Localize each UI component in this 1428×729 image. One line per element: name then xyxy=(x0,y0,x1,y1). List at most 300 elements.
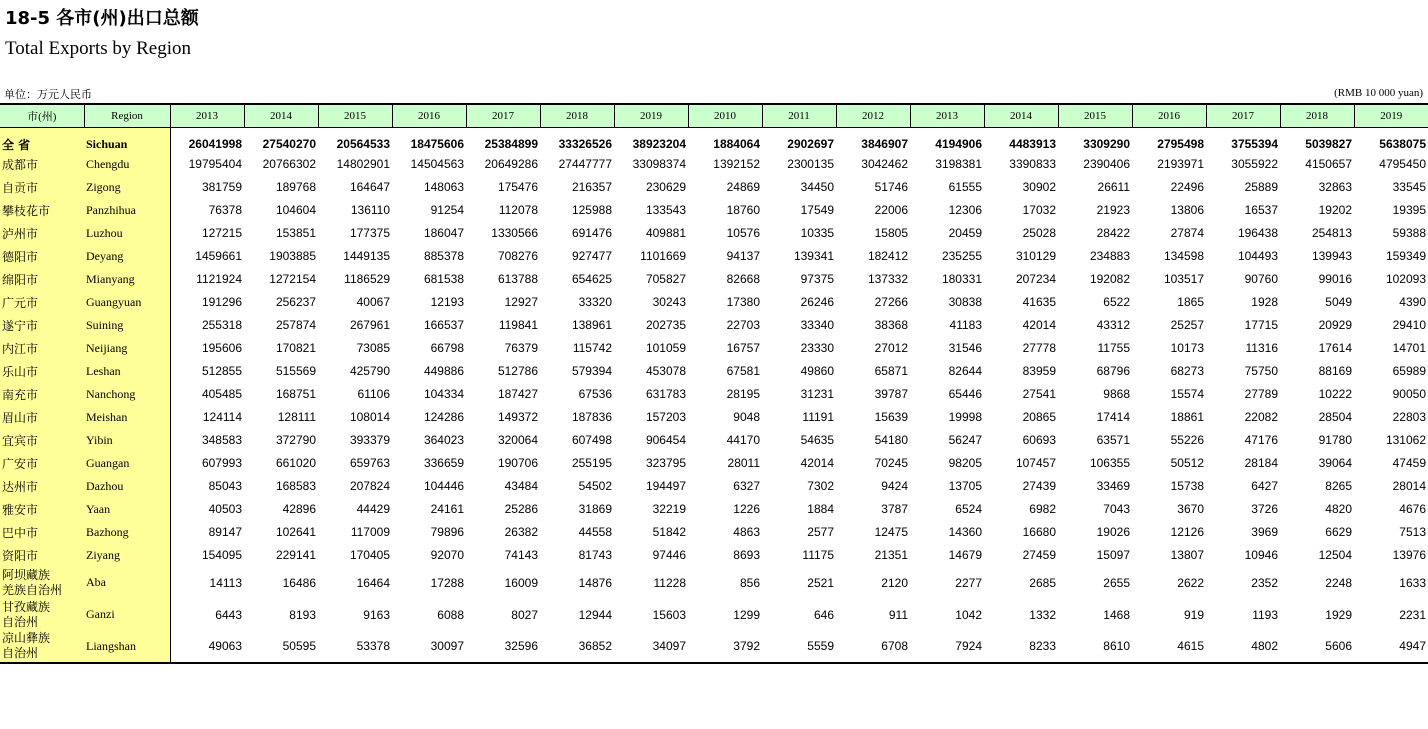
value-cell: 267961 xyxy=(349,318,390,332)
value-cell: 17414 xyxy=(1096,410,1130,424)
value-cell: 13976 xyxy=(1392,548,1426,562)
value-cell: 54180 xyxy=(874,433,908,447)
value-cell: 4676 xyxy=(1399,502,1426,516)
value-cell: 186047 xyxy=(423,226,464,240)
value-cell: 3309290 xyxy=(1083,137,1130,151)
value-cell: 4194906 xyxy=(935,137,982,151)
value-cell: 68273 xyxy=(1170,364,1204,378)
value-cell: 137332 xyxy=(867,272,908,286)
value-cell: 1865 xyxy=(1177,295,1204,309)
header-year: 2017 xyxy=(1206,104,1280,127)
value-cell: 65871 xyxy=(874,364,908,378)
value-cell: 512855 xyxy=(201,364,242,378)
value-cell: 631783 xyxy=(645,387,686,401)
value-cell: 41635 xyxy=(1022,295,1056,309)
table-row xyxy=(0,222,1428,245)
value-cell: 1903885 xyxy=(269,249,316,263)
header-year: 2015 xyxy=(318,104,392,127)
region-cell: Yibin xyxy=(84,429,170,452)
header-city: 市(州) xyxy=(0,104,84,127)
city-cell: 巴中市 xyxy=(0,521,84,544)
value-cell: 20766302 xyxy=(262,157,316,171)
value-cell: 5638075 xyxy=(1379,137,1426,151)
value-cell: 19202 xyxy=(1318,203,1352,217)
value-cell: 14360 xyxy=(948,525,982,539)
value-cell: 453078 xyxy=(645,364,686,378)
value-cell: 168583 xyxy=(275,479,316,493)
value-cell: 148063 xyxy=(423,180,464,194)
region-cell: Ziyang xyxy=(84,544,170,567)
value-cell: 856 xyxy=(739,575,760,590)
value-cell: 136110 xyxy=(350,203,390,217)
value-cell: 43312 xyxy=(1096,318,1130,332)
value-cell: 49063 xyxy=(170,631,244,663)
value-cell: 90760 xyxy=(1244,272,1278,286)
city-cell: 成都市 xyxy=(0,153,84,176)
value-cell: 49860 xyxy=(800,364,834,378)
value-cell: 22496 xyxy=(1170,180,1204,194)
value-cell: 11191 xyxy=(802,410,834,424)
value-cell: 3726 xyxy=(1251,502,1278,516)
value-cell: 4615 xyxy=(1132,631,1206,663)
header-year: 2017 xyxy=(466,104,540,127)
unit-label-en: (RMB 10 000 yuan) xyxy=(1334,87,1423,99)
value-cell: 16537 xyxy=(1244,203,1278,217)
value-cell: 26611 xyxy=(1097,180,1130,194)
value-cell: 4820 xyxy=(1325,502,1352,516)
value-cell: 17288 xyxy=(430,575,464,590)
value-cell: 22082 xyxy=(1244,410,1278,424)
value-cell: 4802 xyxy=(1206,631,1280,663)
city-cell: 广安市 xyxy=(0,452,84,475)
value-cell: 24161 xyxy=(430,502,464,516)
value-cell: 229141 xyxy=(275,548,316,562)
value-cell: 91254 xyxy=(430,203,464,217)
value-cell: 23330 xyxy=(800,341,834,355)
value-cell: 101059 xyxy=(645,341,686,355)
city-cell: 南充市 xyxy=(0,383,84,406)
value-cell: 75750 xyxy=(1244,364,1278,378)
value-cell: 50595 xyxy=(244,631,318,663)
table-row xyxy=(0,360,1428,383)
value-cell: 30097 xyxy=(392,631,466,663)
value-cell: 1186529 xyxy=(344,272,390,286)
value-cell: 83959 xyxy=(1022,364,1056,378)
value-cell: 182412 xyxy=(867,249,908,263)
value-cell: 189768 xyxy=(275,180,316,194)
table-row xyxy=(0,268,1428,291)
value-cell: 310129 xyxy=(1015,249,1056,263)
value-cell: 79896 xyxy=(430,525,464,539)
table-row xyxy=(0,544,1428,567)
value-cell: 33340 xyxy=(800,318,834,332)
value-cell: 1042 xyxy=(955,607,982,622)
value-cell: 82644 xyxy=(948,364,982,378)
value-cell: 51842 xyxy=(652,525,686,539)
value-cell: 2193971 xyxy=(1157,157,1204,171)
value-cell: 3787 xyxy=(881,502,908,516)
region-cell: Guangyuan xyxy=(84,291,170,314)
value-cell: 381759 xyxy=(201,180,242,194)
value-cell: 4947 xyxy=(1354,631,1428,663)
header-year: 2015 xyxy=(1058,104,1132,127)
value-cell: 254813 xyxy=(1311,226,1352,240)
value-cell: 104493 xyxy=(1237,249,1278,263)
table-row xyxy=(0,153,1428,176)
table-row xyxy=(0,291,1428,314)
value-cell: 34450 xyxy=(800,180,834,194)
value-cell: 8027 xyxy=(511,607,538,622)
header-year: 2011 xyxy=(762,104,836,127)
value-cell: 128111 xyxy=(277,410,316,424)
value-cell: 55226 xyxy=(1170,433,1204,447)
value-cell: 102093 xyxy=(1385,272,1426,286)
value-cell: 65446 xyxy=(948,387,982,401)
value-cell: 191296 xyxy=(201,295,242,309)
value-cell: 139341 xyxy=(793,249,834,263)
value-cell: 20865 xyxy=(1022,410,1056,424)
table-row xyxy=(0,337,1428,360)
value-cell: 76379 xyxy=(504,341,538,355)
value-cell: 17715 xyxy=(1244,318,1278,332)
value-cell: 659763 xyxy=(349,456,390,470)
region-cell: Liangshan xyxy=(84,631,170,663)
value-cell: 175476 xyxy=(497,180,538,194)
value-cell: 515569 xyxy=(275,364,316,378)
value-cell: 348583 xyxy=(201,433,242,447)
value-cell: 2902697 xyxy=(787,137,834,151)
value-cell: 34097 xyxy=(614,631,688,663)
header-year: 2019 xyxy=(1354,104,1428,127)
value-cell: 20929 xyxy=(1318,318,1352,332)
header-year: 2013 xyxy=(170,104,244,127)
value-cell: 255318 xyxy=(201,318,242,332)
value-cell: 177375 xyxy=(349,226,390,240)
region-cell: Yaan xyxy=(84,498,170,521)
value-cell: 2685 xyxy=(1029,575,1056,590)
value-cell: 4863 xyxy=(733,525,760,539)
value-cell: 170405 xyxy=(349,548,390,562)
value-cell: 40503 xyxy=(208,502,242,516)
value-cell: 68796 xyxy=(1096,364,1130,378)
region-cell: Neijiang xyxy=(84,337,170,360)
value-cell: 7302 xyxy=(807,479,834,493)
value-cell: 194497 xyxy=(645,479,686,493)
value-cell: 42014 xyxy=(800,456,834,470)
header-year: 2014 xyxy=(244,104,318,127)
value-cell: 14701 xyxy=(1392,341,1426,355)
value-cell: 1884 xyxy=(807,502,834,516)
value-cell: 18760 xyxy=(726,203,760,217)
value-cell: 63571 xyxy=(1096,433,1130,447)
value-cell: 124114 xyxy=(202,410,242,424)
value-cell: 74143 xyxy=(504,548,538,562)
value-cell: 1299 xyxy=(733,607,760,622)
value-cell: 14876 xyxy=(578,575,612,590)
value-cell: 1884064 xyxy=(713,137,760,151)
value-cell: 102641 xyxy=(275,525,316,539)
value-cell: 22803 xyxy=(1392,410,1426,424)
region-cell: Leshan xyxy=(84,360,170,383)
table-row xyxy=(0,176,1428,199)
value-cell: 60693 xyxy=(1022,433,1056,447)
value-cell: 38368 xyxy=(874,318,908,332)
value-cell: 27012 xyxy=(874,341,908,355)
region-cell: Bazhong xyxy=(84,521,170,544)
value-cell: 44558 xyxy=(578,525,612,539)
value-cell: 207234 xyxy=(1015,272,1056,286)
value-cell: 70245 xyxy=(874,456,908,470)
value-cell: 409881 xyxy=(645,226,686,240)
value-cell: 15805 xyxy=(874,226,908,240)
value-cell: 112078 xyxy=(498,203,538,217)
value-cell: 43484 xyxy=(504,479,538,493)
value-cell: 133543 xyxy=(645,203,686,217)
value-cell: 11316 xyxy=(1245,341,1278,355)
value-cell: 6088 xyxy=(437,607,464,622)
table-row xyxy=(0,429,1428,452)
value-cell: 164647 xyxy=(349,180,390,194)
value-cell: 705827 xyxy=(645,272,686,286)
value-cell: 1459661 xyxy=(195,249,242,263)
value-cell: 16680 xyxy=(1022,525,1056,539)
value-cell: 1226 xyxy=(733,502,760,516)
value-cell: 1193 xyxy=(1252,607,1278,622)
value-cell: 90050 xyxy=(1392,387,1426,401)
value-cell: 207824 xyxy=(349,479,390,493)
value-cell: 14113 xyxy=(209,575,242,590)
value-cell: 681538 xyxy=(423,272,464,286)
table-row xyxy=(0,498,1428,521)
value-cell: 1633 xyxy=(1399,575,1426,590)
value-cell: 4483913 xyxy=(1009,137,1056,151)
value-cell: 646 xyxy=(813,607,834,622)
value-cell: 9424 xyxy=(881,479,908,493)
region-cell: Aba xyxy=(84,567,170,599)
value-cell: 19795404 xyxy=(188,157,242,171)
value-cell: 3792 xyxy=(688,631,762,663)
value-cell: 67536 xyxy=(578,387,612,401)
region-cell: Ganzi xyxy=(84,599,170,631)
value-cell: 3846907 xyxy=(861,137,908,151)
value-cell: 30838 xyxy=(948,295,982,309)
table-row xyxy=(0,199,1428,222)
value-cell: 66798 xyxy=(430,341,464,355)
value-cell: 4150657 xyxy=(1305,157,1352,171)
header-year: 2012 xyxy=(836,104,910,127)
value-cell: 1101669 xyxy=(640,249,686,263)
value-cell: 6524 xyxy=(955,502,982,516)
value-cell: 31869 xyxy=(578,502,612,516)
value-cell: 607993 xyxy=(201,456,242,470)
header-year: 2019 xyxy=(614,104,688,127)
value-cell: 26382 xyxy=(504,525,538,539)
value-cell: 38923204 xyxy=(632,137,686,151)
value-cell: 5559 xyxy=(762,631,836,663)
value-cell: 14802901 xyxy=(336,157,390,171)
region-cell: Suining xyxy=(84,314,170,337)
value-cell: 8265 xyxy=(1325,479,1352,493)
value-cell: 124286 xyxy=(423,410,464,424)
value-cell: 17032 xyxy=(1022,203,1056,217)
value-cell: 691476 xyxy=(571,226,612,240)
value-cell: 139943 xyxy=(1311,249,1352,263)
city-cell: 凉山彝族 自治州 xyxy=(0,631,84,663)
value-cell: 449886 xyxy=(423,364,464,378)
table-row-total xyxy=(0,127,1428,153)
value-cell: 10335 xyxy=(800,226,834,240)
value-cell: 17549 xyxy=(800,203,834,217)
region-cell: Luzhou xyxy=(84,222,170,245)
city-cell: 绵阳市 xyxy=(0,268,84,291)
value-cell: 5039827 xyxy=(1305,137,1352,151)
value-cell: 15603 xyxy=(652,607,686,622)
value-cell: 3755394 xyxy=(1231,137,1278,151)
value-cell: 425790 xyxy=(349,364,390,378)
value-cell: 19998 xyxy=(948,410,982,424)
value-cell: 117009 xyxy=(350,525,390,539)
header-year: 2018 xyxy=(540,104,614,127)
value-cell: 579394 xyxy=(571,364,612,378)
header-region: Region xyxy=(84,104,170,127)
value-cell: 3198381 xyxy=(935,157,982,171)
value-cell: 2622 xyxy=(1177,575,1204,590)
value-cell: 28184 xyxy=(1244,456,1278,470)
value-cell: 94137 xyxy=(726,249,760,263)
value-cell: 16009 xyxy=(504,575,538,590)
value-cell: 27789 xyxy=(1244,387,1278,401)
city-cell: 资阳市 xyxy=(0,544,84,567)
table-body xyxy=(0,127,1428,663)
value-cell: 106355 xyxy=(1089,456,1130,470)
value-cell: 1928 xyxy=(1251,295,1278,309)
value-cell: 7043 xyxy=(1103,502,1130,516)
value-cell: 11755 xyxy=(1097,341,1130,355)
value-cell: 154095 xyxy=(201,548,242,562)
table-row xyxy=(0,475,1428,498)
value-cell: 2120 xyxy=(881,575,908,590)
value-cell: 97375 xyxy=(800,272,834,286)
value-cell: 91780 xyxy=(1318,433,1352,447)
value-cell: 180331 xyxy=(941,272,982,286)
value-cell: 33545 xyxy=(1392,180,1426,194)
value-cell: 19026 xyxy=(1096,525,1130,539)
value-cell: 10173 xyxy=(1170,341,1204,355)
value-cell: 159349 xyxy=(1385,249,1426,263)
table-row xyxy=(0,599,1428,631)
value-cell: 12193 xyxy=(430,295,464,309)
value-cell: 134598 xyxy=(1163,249,1204,263)
value-cell: 323795 xyxy=(645,456,686,470)
value-cell: 153851 xyxy=(275,226,316,240)
value-cell: 16757 xyxy=(726,341,760,355)
value-cell: 3390833 xyxy=(1009,157,1056,171)
value-cell: 138961 xyxy=(571,318,612,332)
value-cell: 115742 xyxy=(572,341,612,355)
value-cell: 15738 xyxy=(1170,479,1204,493)
value-cell: 195606 xyxy=(201,341,242,355)
value-cell: 927477 xyxy=(571,249,612,263)
value-cell: 613788 xyxy=(497,272,538,286)
value-cell: 235255 xyxy=(941,249,982,263)
city-cell: 遂宁市 xyxy=(0,314,84,337)
table-row xyxy=(0,383,1428,406)
value-cell: 81743 xyxy=(578,548,612,562)
value-cell: 85043 xyxy=(208,479,242,493)
value-cell: 131062 xyxy=(1385,433,1426,447)
value-cell: 2521 xyxy=(807,575,834,590)
value-cell: 1332 xyxy=(1029,607,1056,622)
value-cell: 6522 xyxy=(1103,295,1130,309)
value-cell: 15574 xyxy=(1170,387,1204,401)
value-cell: 20649286 xyxy=(484,157,538,171)
value-cell: 12504 xyxy=(1318,548,1352,562)
value-cell: 44429 xyxy=(356,502,390,516)
value-cell: 216357 xyxy=(571,180,612,194)
value-cell: 25028 xyxy=(1022,226,1056,240)
city-cell: 达州市 xyxy=(0,475,84,498)
value-cell: 39064 xyxy=(1318,456,1352,470)
value-cell: 16464 xyxy=(356,575,390,590)
value-cell: 28504 xyxy=(1318,410,1352,424)
value-cell: 11228 xyxy=(653,575,686,590)
value-cell: 61555 xyxy=(948,180,982,194)
city-cell: 自贡市 xyxy=(0,176,84,199)
value-cell: 31546 xyxy=(948,341,982,355)
value-cell: 44170 xyxy=(726,433,760,447)
value-cell: 19395 xyxy=(1392,203,1426,217)
value-cell: 21351 xyxy=(874,548,908,562)
exports-table xyxy=(0,103,1428,664)
value-cell: 607498 xyxy=(571,433,612,447)
value-cell: 27266 xyxy=(874,295,908,309)
value-cell: 76378 xyxy=(208,203,242,217)
header-year: 2013 xyxy=(910,104,984,127)
header-year: 2018 xyxy=(1280,104,1354,127)
region-cell: Zigong xyxy=(84,176,170,199)
value-cell: 6427 xyxy=(1251,479,1278,493)
value-cell: 13806 xyxy=(1170,203,1204,217)
value-cell: 8610 xyxy=(1058,631,1132,663)
value-cell: 29410 xyxy=(1392,318,1426,332)
value-cell: 17380 xyxy=(726,295,760,309)
city-cell: 眉山市 xyxy=(0,406,84,429)
value-cell: 1330566 xyxy=(491,226,538,240)
city-cell: 乐山市 xyxy=(0,360,84,383)
value-cell: 10576 xyxy=(726,226,760,240)
region-cell: Dazhou xyxy=(84,475,170,498)
value-cell: 33098374 xyxy=(632,157,686,171)
value-cell: 32596 xyxy=(466,631,540,663)
value-cell: 9048 xyxy=(733,410,760,424)
value-cell: 8193 xyxy=(289,607,316,622)
value-cell: 50512 xyxy=(1170,456,1204,470)
value-cell: 33320 xyxy=(578,295,612,309)
value-cell: 255195 xyxy=(571,456,612,470)
value-cell: 54502 xyxy=(578,479,612,493)
table-row xyxy=(0,314,1428,337)
value-cell: 26246 xyxy=(800,295,834,309)
value-cell: 4795450 xyxy=(1379,157,1426,171)
value-cell: 2300135 xyxy=(787,157,834,171)
value-cell: 27874 xyxy=(1170,226,1204,240)
value-cell: 8233 xyxy=(984,631,1058,663)
value-cell: 157203 xyxy=(645,410,686,424)
value-cell: 73085 xyxy=(356,341,390,355)
value-cell: 187427 xyxy=(497,387,538,401)
value-cell: 16486 xyxy=(282,575,316,590)
header-row xyxy=(0,104,1428,127)
